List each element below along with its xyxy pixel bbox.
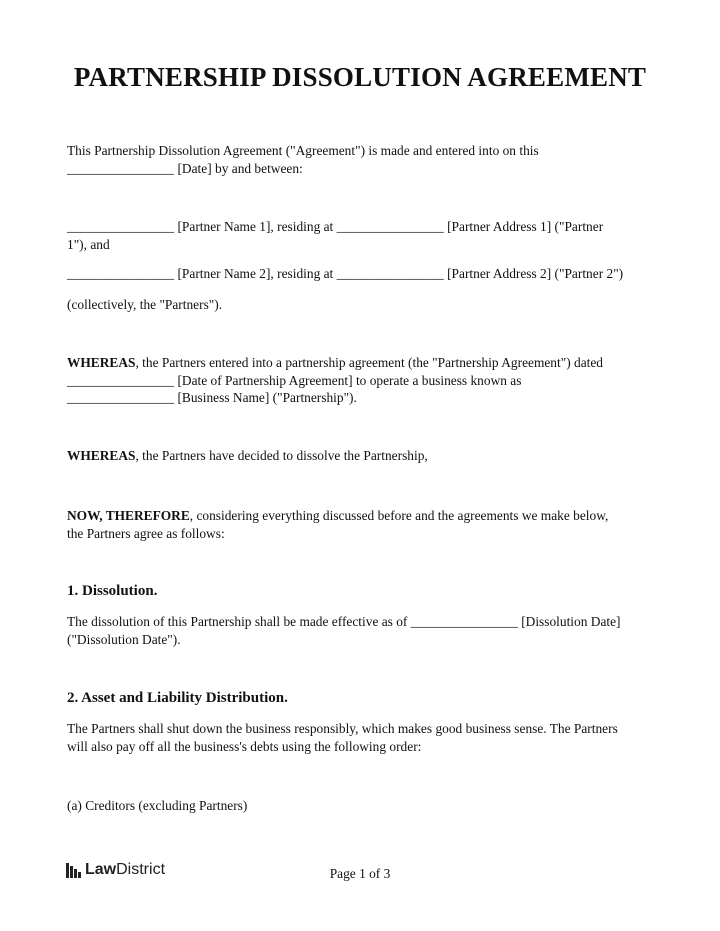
whereas-1-bold: WHEREAS [67,355,136,370]
section-1-paragraph [67,613,657,648]
partner-2-paragraph [67,265,657,283]
partner-1-line-2: 1"), and [67,236,110,252]
section-2-line-2: will also pay off all the business's debts using the following order: [67,738,422,754]
intro-line-1: This Partnership Dissolution Agreement ("Agreement") is made and entered into on this [67,143,539,158]
page-number: Page 1 of 3 [329,866,391,881]
section-1-line-2: ("Dissolution Date"). [67,631,181,647]
section-2-line-1: The Partners shall shut down the business responsibly, which makes good business sense. The Partners [67,721,618,736]
now-therefore-paragraph [67,507,657,542]
document-title: PARTNERSHIP DISSOLUTION AGREEMENT [73,62,647,92]
item-a-creditors: (a) Creditors (excluding Partners) [67,798,248,813]
partner-1-line-1: ________________ [Partner Name 1], residing at ________________ [Partner Address 1] ("Partner [67,219,604,234]
whereas-2-paragraph [67,447,657,465]
now-therefore-line-2: the Partners agree as follows: [67,525,225,541]
whereas-1-paragraph [67,354,657,407]
intro-paragraph [67,142,657,177]
whereas-1-line-3: ________________ [Business Name] ("Partnership"). [67,390,357,405]
section-2-paragraph [67,720,657,755]
section-1-heading: 1. Dissolution. [67,583,158,599]
whereas-2-bold: WHEREAS [67,448,136,463]
now-therefore-line-1: , considering everything discussed before and the agreements we make below, [189,508,609,523]
whereas-1-line-2: ________________ [Date of Partnership Agreement] to operate a business known as [67,372,522,388]
partner-1-paragraph [67,218,657,253]
intro-line-2: ________________ [Date] by and between: [67,160,303,176]
section-2-heading: 2. Asset and Liability Distribution. [67,690,288,706]
section-1-line-1: The dissolution of this Partnership shall be made effective as of ________________ [Dissolution Date] [67,614,621,629]
whereas-1-line-1: , the Partners entered into a partnership agreement (the "Partnership Agreement") dated [135,355,603,370]
logo-text-district: District [116,861,166,878]
logo-text-law: Law [85,861,117,878]
now-therefore-bold: NOW, THEREFORE [67,508,190,523]
partner-2-line-1: ________________ [Partner Name 2], residing at ________________ [Partner Address 2] ("Partner 2") [67,266,624,281]
whereas-2-text: , the Partners have decided to dissolve the Partnership, [135,448,428,463]
collectively-paragraph: (collectively, the "Partners"). [67,297,223,312]
